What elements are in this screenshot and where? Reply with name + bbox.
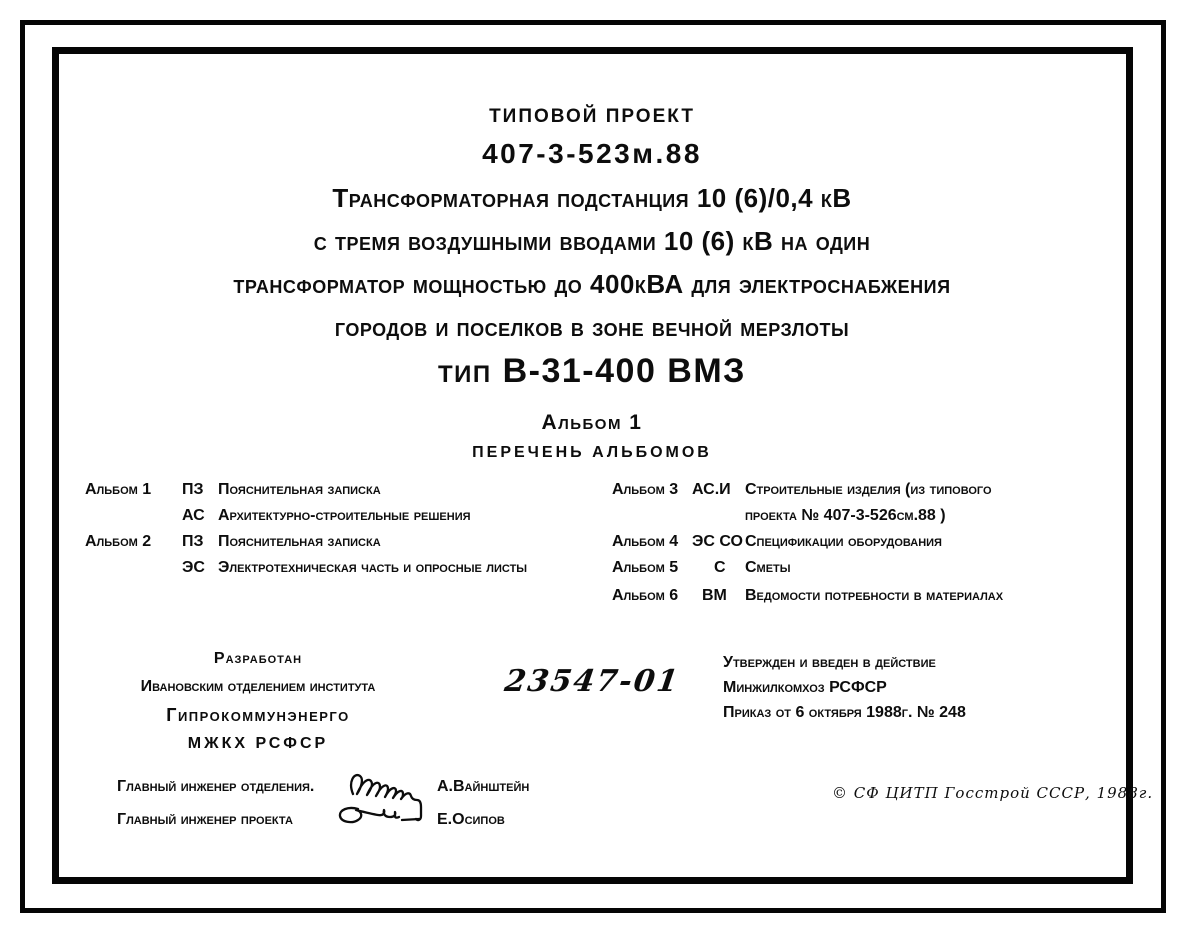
- album-code: ПЗ: [182, 481, 204, 498]
- approval-authority: Минжилкомхоз РСФСР: [723, 679, 887, 696]
- station-type-label: тип В-31-400 ВМЗ: [438, 352, 746, 390]
- copyright-note: © СФ ЦИТП Госстрой СССР, 1988г.: [832, 784, 1154, 802]
- document-type-heading: ТИПОВОЙ ПРОЕКТ: [489, 106, 695, 127]
- album-list-heading: ПЕРЕЧЕНЬ АЛЬБОМОВ: [472, 444, 712, 461]
- album-name: [85, 503, 182, 529]
- approval-order: Приказ от 6 октября 1988г. № 248: [723, 704, 966, 721]
- main-title-line-3: трансформатор мощностью до 400кВА для электроснабжения: [233, 269, 951, 299]
- main-title: [60, 177, 1124, 349]
- album-list-row: [85, 477, 527, 503]
- developer-institute: Гипрокоммунэнерго: [166, 705, 350, 725]
- album-list-row: [85, 555, 527, 581]
- signer-name: А.Вайнштейн: [437, 778, 530, 795]
- developer-block: [112, 650, 404, 753]
- signer-name: Е.Осипов: [437, 811, 505, 828]
- developer-ministry: МЖКХ РСФСР: [187, 735, 329, 752]
- album-desc: Электротехническая часть и опросные листы: [218, 559, 528, 576]
- album-code: ВМ: [702, 587, 727, 604]
- album-name: Альбом 3: [612, 481, 679, 498]
- album-list-row: [85, 529, 527, 555]
- signature-row-chief-engineer-project: [117, 811, 505, 829]
- album-list-row: [612, 583, 1003, 609]
- album-desc: Пояснительная записка: [218, 533, 381, 550]
- signer-role: Главный инженер проекта: [117, 811, 293, 828]
- album-number-label: Альбом 1: [541, 411, 643, 434]
- album-desc: Сметы: [745, 559, 791, 576]
- album-list-right-column: [612, 477, 1003, 609]
- album-code: АС.И: [692, 481, 731, 498]
- album-list-row: [612, 555, 1003, 581]
- album-name: Альбом 5: [612, 559, 679, 576]
- album-name: Альбом 4: [612, 533, 679, 550]
- approval-block: [723, 650, 966, 725]
- album-code: АС: [182, 507, 205, 524]
- album-name: Альбом 2: [85, 533, 152, 550]
- album-name: Альбом 1: [85, 481, 152, 498]
- project-number: 407-3-523м.88: [482, 138, 702, 169]
- album-desc: Архитектурно-строительные решения: [218, 507, 471, 524]
- signature-row-chief-engineer-branch: [117, 778, 530, 796]
- album-desc: Ведомости потребности в материалах: [745, 587, 1004, 604]
- handwritten-order-number: 23547-01: [502, 664, 683, 699]
- main-title-line-1: Трансформаторная подстанция 10 (6)/0,4 кВ: [332, 183, 852, 213]
- handwritten-signatures: [328, 764, 458, 839]
- inner-frame-border: [52, 47, 1133, 884]
- main-title-line-4: городов и поселков в зоне вечной мерзлоты: [334, 312, 850, 342]
- album-list-row: [612, 529, 1003, 555]
- developer-branch: Ивановским отделением института: [140, 678, 376, 695]
- album-code: С: [714, 559, 726, 576]
- album-code: ПЗ: [182, 533, 204, 550]
- album-name: Альбом 6: [612, 587, 679, 604]
- approval-line: Утвержден и введен в действие: [723, 654, 936, 671]
- signature-osipov: [340, 808, 419, 822]
- album-desc: Спецификации оборудования: [745, 533, 942, 550]
- album-list-row: [85, 503, 527, 529]
- developed-heading: Разработан: [213, 650, 303, 667]
- album-desc: Строительные изделия (из типового проекта № 407-3-526см.88 ): [745, 477, 1003, 529]
- album-name: [85, 555, 182, 581]
- album-code: ЭС: [182, 559, 205, 576]
- album-list-row: [612, 477, 1003, 529]
- album-list-left-column: [85, 477, 527, 581]
- album-desc: Пояснительная записка: [218, 481, 381, 498]
- signer-role: Главный инженер отделения.: [117, 778, 315, 795]
- album-code: ЭС СО: [692, 533, 743, 550]
- album-desc-continued: проекта № 407-3-526см.88 ): [745, 507, 946, 524]
- main-title-line-2: с тремя воздушными вводами 10 (6) кВ на один: [313, 226, 871, 256]
